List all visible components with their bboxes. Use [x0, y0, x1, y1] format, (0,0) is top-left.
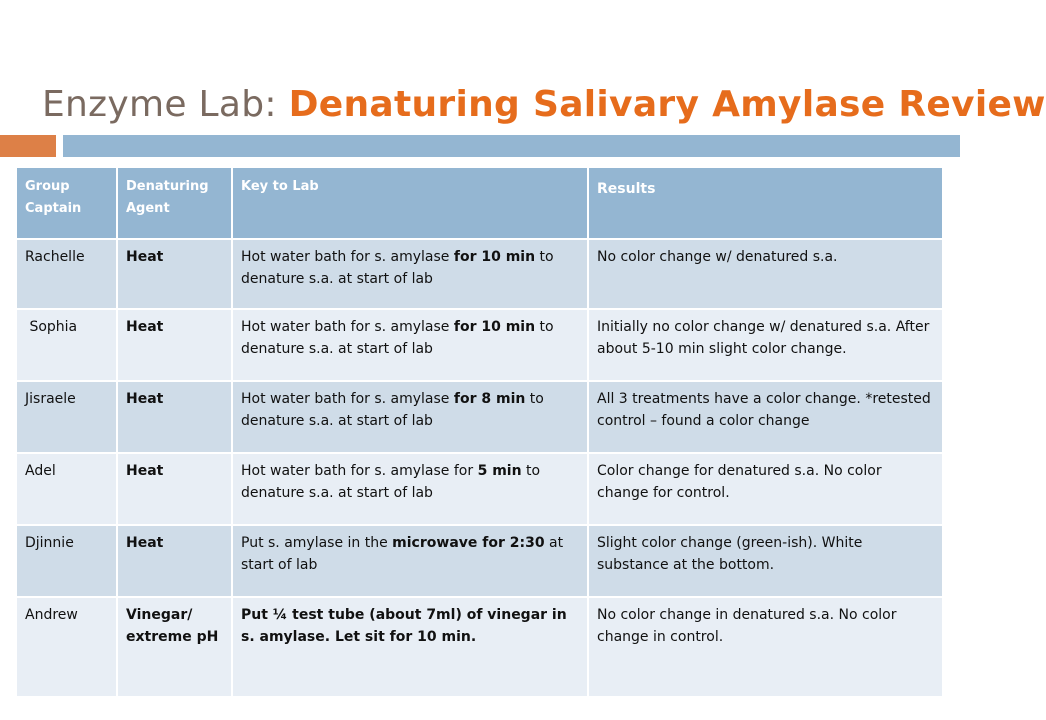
key-text: Hot water bath for s. amylase — [241, 319, 454, 335]
cell-key — [232, 381, 588, 453]
cell-agent: Heat — [117, 525, 232, 597]
key-text: Hot water bath for s. amylase — [241, 391, 454, 407]
key-text-end: to denature s.a. at start of lab — [241, 391, 544, 429]
title-emphasis: Denaturing Salivary Amylase Review — [288, 84, 1046, 125]
key-emphasis: for 10 min — [453, 249, 536, 265]
cell-agent: Vinegar/ extreme pH — [117, 597, 232, 697]
header-group-captain: Group Captain — [17, 168, 117, 239]
table-row — [17, 381, 943, 453]
cell-key — [232, 239, 588, 309]
lab-results-table — [17, 168, 944, 698]
header-key-to-lab: Key to Lab — [232, 168, 588, 239]
cell-agent: Heat — [117, 453, 232, 525]
accent-bar-orange — [0, 135, 56, 157]
key-text-end: to denature s.a. at start of lab — [241, 463, 541, 501]
key-emphasis: for 10 min — [453, 319, 536, 335]
key-emphasis: for 8 min — [453, 391, 526, 407]
key-emphasis: 5 min — [477, 463, 522, 479]
accent-bar-blue — [63, 135, 960, 157]
key-text: Put s. amylase in the — [241, 535, 393, 551]
cell-result: Color change for denatured s.a. No color change for control. — [588, 453, 943, 525]
cell-result: No color change in denatured s.a. No color change in control. — [588, 597, 943, 697]
table-row — [17, 597, 943, 697]
key-text-end: to denature s.a. at start of lab — [241, 319, 554, 357]
cell-captain: Jisraele — [17, 381, 117, 453]
cell-key — [232, 453, 588, 525]
cell-key — [232, 597, 588, 697]
table-row — [17, 309, 943, 381]
cell-agent: Heat — [117, 309, 232, 381]
table-header-row — [17, 168, 943, 239]
header-denaturing-agent: Denaturing Agent — [117, 168, 232, 239]
cell-key — [232, 525, 588, 597]
cell-result: Initially no color change w/ denatured s.a. After about 5-10 min slight color change. — [588, 309, 943, 381]
key-text-end: at start of lab — [241, 535, 564, 573]
cell-result: No color change w/ denatured s.a. — [588, 239, 943, 309]
key-text: Hot water bath for s. amylase — [241, 249, 454, 265]
cell-captain: Adel — [17, 453, 117, 525]
key-text-end: to denature s.a. at start of lab — [241, 249, 554, 287]
header-results: Results — [588, 168, 943, 239]
cell-captain: Andrew — [17, 597, 117, 697]
cell-agent: Heat — [117, 381, 232, 453]
cell-captain: Djinnie — [17, 525, 117, 597]
cell-result: Slight color change (green-ish). White substance at the bottom. — [588, 525, 943, 597]
key-text: Put ¼ test tube (about 7ml) of vinegar in s. amylase. Let sit for 10 min. — [241, 607, 567, 645]
table-row — [17, 453, 943, 525]
table-row — [17, 239, 943, 309]
cell-agent: Heat — [117, 239, 232, 309]
key-emphasis: microwave for 2:30 — [392, 535, 545, 551]
title-prefix: Enzyme Lab: — [42, 84, 289, 125]
cell-captain: Rachelle — [17, 239, 117, 309]
cell-key — [232, 309, 588, 381]
cell-captain: Sophia — [17, 309, 117, 381]
cell-result: All 3 treatments have a color change. *retested control – found a color change — [588, 381, 943, 453]
table-row — [17, 525, 943, 597]
slide-title — [42, 84, 1046, 125]
key-text: Hot water bath for s. amylase for — [241, 463, 478, 479]
